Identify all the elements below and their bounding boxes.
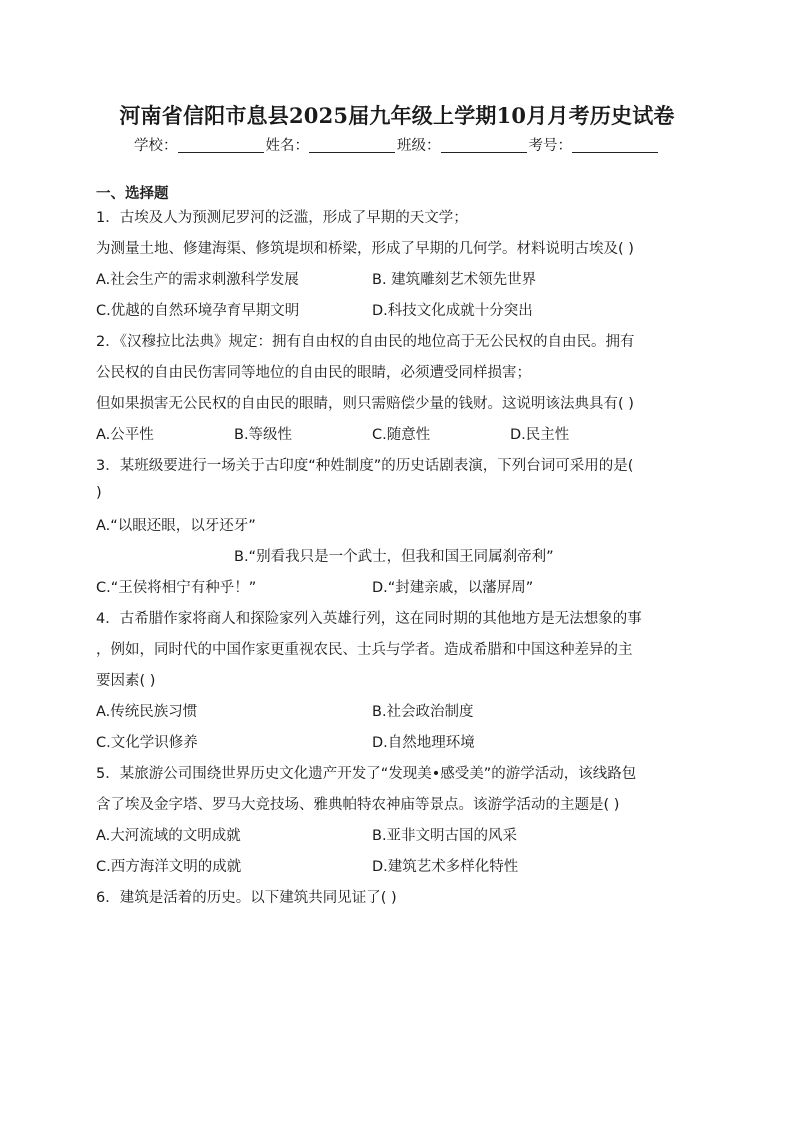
question-4-stem-line-3: 要因素( ) bbox=[96, 673, 156, 689]
question-1-option-b: B. 建筑雕刻艺术领先世界 bbox=[372, 272, 537, 288]
question-2-stem-line-1: 2．《汉穆拉比法典》规定：拥有自由权的自由民的地位高于无公民权的自由民。拥有 bbox=[96, 334, 635, 350]
question-4-option-a: A.传统民族习惯 bbox=[96, 704, 198, 720]
question-1-stem-line-2: 为测量土地、修建海渠、修筑堤坝和桥梁，形成了早期的几何学。材料说明古埃及( ) bbox=[96, 241, 634, 257]
question-3-option-a: A.“以眼还眼，以牙还牙” bbox=[96, 518, 256, 534]
student-info-line bbox=[0, 134, 794, 155]
question-3-option-b: B.“别看我只是一个武士，但我和国王同属刹帝利” bbox=[234, 549, 554, 565]
name-label: 姓名： bbox=[265, 138, 309, 154]
question-2-option-a: A.公平性 bbox=[96, 427, 154, 443]
question-3-stem-line-2: ) bbox=[96, 485, 102, 501]
question-4-stem-line-1: 4．古希腊作家将商人和探险家列入英雄行列，这在同时期的其他地方是无法想象的事 bbox=[96, 611, 642, 627]
question-1-option-c: C.优越的自然环境孕育早期文明 bbox=[96, 303, 300, 319]
question-1-option-d: D.科技文化成就十分突出 bbox=[372, 303, 533, 319]
question-6-stem-line-1: 6．建筑是活着的历史。以下建筑共同见证了( ) bbox=[96, 890, 397, 906]
question-2-option-b: B.等级性 bbox=[234, 427, 293, 443]
question-1-option-a: A.社会生产的需求刺激科学发展 bbox=[96, 272, 299, 288]
question-5-stem-line-2: 含了埃及金字塔、罗马大竞技场、雅典帕特农神庙等景点。该游学活动的主题是( ) bbox=[96, 797, 620, 813]
exam-number-label: 考号： bbox=[528, 138, 572, 154]
question-5-option-d: D.建筑艺术多样化特性 bbox=[372, 859, 519, 875]
question-5-option-c: C.西方海洋文明的成就 bbox=[96, 859, 242, 875]
question-2-stem-line-3: 但如果损害无公民权的自由民的眼睛，则只需赔偿少量的钱财。这说明该法典具有( ) bbox=[96, 396, 634, 412]
question-5-stem-line-1: 5．某旅游公司围绕世界历史文化遗产开发了“发现美•感受美”的游学活动，该线路包 bbox=[96, 766, 637, 782]
question-4-option-b: B.社会政治制度 bbox=[372, 704, 474, 720]
question-3-option-d: D.“封建亲戚，以藩屏周” bbox=[372, 580, 534, 596]
class-field bbox=[397, 134, 529, 155]
question-2-option-c: C.随意性 bbox=[372, 427, 431, 443]
name-field bbox=[266, 134, 398, 155]
question-2-option-d: D.民主性 bbox=[510, 427, 570, 443]
question-5-option-b: B.亚非文明古国的风采 bbox=[372, 828, 518, 844]
school-field bbox=[134, 134, 266, 155]
exam-number-blank bbox=[572, 138, 658, 153]
class-blank bbox=[441, 138, 527, 153]
question-1-stem-line-1: 1．古埃及人为预测尼罗河的泛滥，形成了早期的天文学； bbox=[96, 210, 468, 226]
question-3-option-c: C.“王侯将相宁有种乎！” bbox=[96, 580, 257, 596]
section-title: 一、选择题 bbox=[96, 186, 169, 202]
name-blank bbox=[309, 138, 395, 153]
exam-title: 河南省信阳市息县2025届九年级上学期10月月考历史试卷 bbox=[119, 103, 675, 128]
question-2-stem-line-2: 公民权的自由民伤害同等地位的自由民的眼睛，必须遭受同样损害； bbox=[96, 365, 531, 381]
question-4-stem-line-2: ，例如，同时代的中国作家更重视农民、士兵与学者。造成希腊和中国这种差异的主 bbox=[96, 642, 633, 658]
class-label: 班级： bbox=[397, 138, 441, 154]
school-label: 学校： bbox=[134, 138, 178, 154]
question-4-option-c: C.文化学识修养 bbox=[96, 735, 198, 751]
school-blank bbox=[178, 138, 264, 153]
question-4-option-d: D.自然地理环境 bbox=[372, 735, 475, 751]
question-3-stem-line-1: 3．某班级要进行一场关于古印度“种姓制度”的历史话剧表演，下列台词可采用的是( bbox=[96, 458, 634, 474]
question-5-option-a: A.大河流域的文明成就 bbox=[96, 828, 241, 844]
exam-number-field bbox=[529, 134, 661, 155]
